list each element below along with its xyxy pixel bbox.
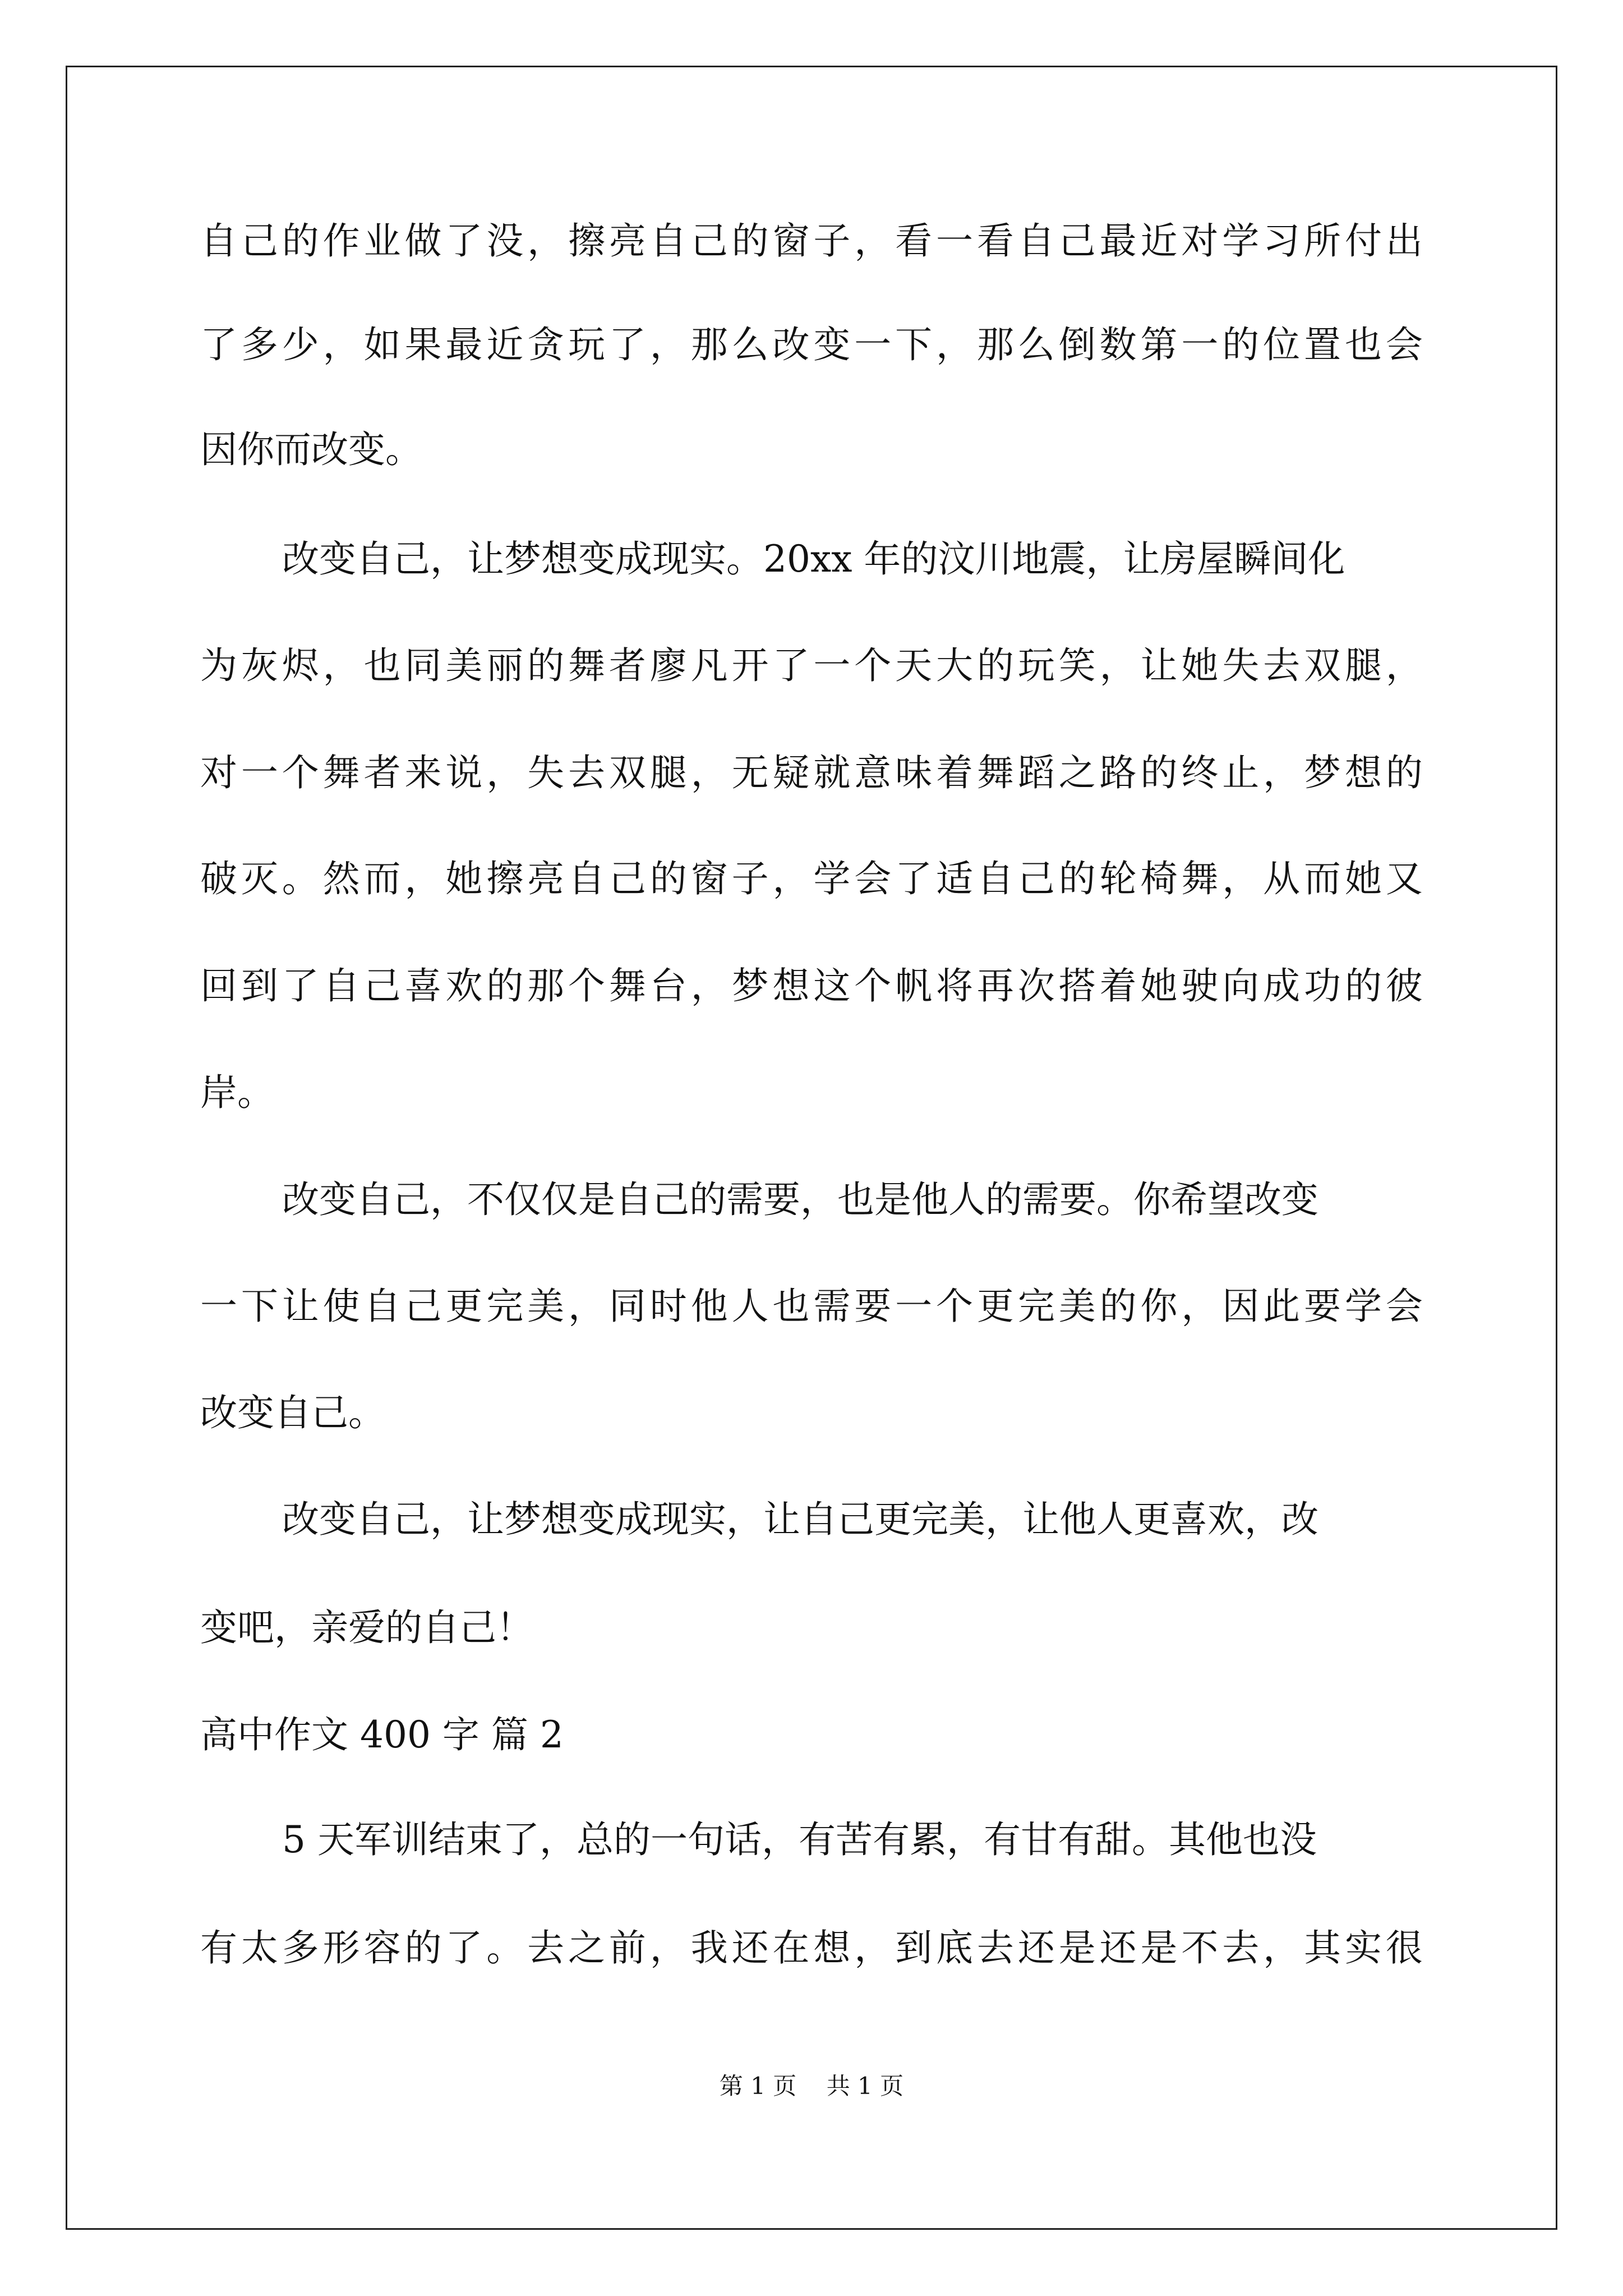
char: 让 — [282, 1285, 319, 1328]
char: 腿 — [649, 751, 687, 794]
char: 个 — [936, 1285, 974, 1328]
char: 己 — [1017, 857, 1055, 900]
char: 子 — [731, 857, 769, 900]
char: 台 — [649, 964, 687, 1007]
char: 一 — [895, 1285, 933, 1328]
char: 倒 — [1058, 323, 1096, 366]
char: 有 — [200, 1926, 237, 1970]
char: 自 — [322, 964, 360, 1007]
char: 成 — [1263, 964, 1301, 1007]
char: 做 — [404, 219, 442, 263]
char: 底 — [936, 1926, 974, 1970]
char: 回 — [200, 964, 237, 1007]
char: 自 — [976, 857, 1014, 900]
char: 更 — [976, 1285, 1014, 1328]
char: 少 — [282, 323, 319, 366]
char: 让 — [1140, 644, 1178, 687]
char: 会 — [854, 857, 892, 900]
char: 凡 — [690, 644, 728, 687]
char: 一 — [813, 644, 851, 687]
line-text: 改变自己，不仅仅是自己的需要，也是他人的需要。你希望改变 — [282, 1178, 1318, 1221]
char: 你 — [1140, 1285, 1178, 1328]
char: 她 — [1181, 644, 1219, 687]
char: 了 — [282, 964, 319, 1007]
char: 贪 — [527, 323, 565, 366]
char: 己 — [404, 1285, 442, 1328]
paragraph-line — [282, 537, 1345, 582]
char: 学 — [813, 857, 851, 900]
char: 一 — [936, 219, 974, 263]
char: 么 — [1017, 323, 1055, 366]
char: ， — [527, 219, 565, 263]
char: 灭 — [241, 857, 278, 900]
char: 玩 — [568, 323, 606, 366]
char: 丽 — [486, 644, 524, 687]
char: ， — [1263, 1926, 1301, 1970]
char: 前 — [608, 1926, 646, 1970]
char: 形 — [322, 1926, 360, 1970]
char: 的 — [731, 219, 769, 263]
char: ， — [854, 219, 892, 263]
char: 窗 — [772, 219, 810, 263]
page-border — [66, 66, 1557, 2230]
char: 功 — [1304, 964, 1341, 1007]
char: 此 — [1263, 1285, 1301, 1328]
char: 驶 — [1181, 964, 1219, 1007]
page-footer: 第 1 页 共 1 页 — [719, 2072, 904, 2100]
char: 着 — [936, 751, 974, 794]
char: 是 — [1140, 1926, 1178, 1970]
char: ， — [854, 1926, 892, 1970]
char: 下 — [895, 323, 933, 366]
char: 自 — [1017, 219, 1055, 263]
char: 蹈 — [1017, 751, 1055, 794]
char: 己 — [241, 219, 278, 263]
char: 使 — [322, 1285, 360, 1328]
char: 舞 — [322, 751, 360, 794]
char: 路 — [1099, 751, 1137, 794]
char: ， — [1263, 751, 1301, 794]
char: 味 — [895, 751, 933, 794]
char: 她 — [1140, 964, 1178, 1007]
char: 还 — [731, 1926, 769, 1970]
char: 还 — [1017, 1926, 1055, 1970]
char: 不 — [1181, 1926, 1219, 1970]
char: ， — [690, 751, 728, 794]
char: 一 — [200, 1285, 237, 1328]
char: 的 — [1344, 964, 1382, 1007]
char: 个 — [854, 644, 892, 687]
char: 而 — [1304, 857, 1341, 900]
char: 多 — [282, 1926, 319, 1970]
heading-text: 高中作文 400 字 篇 2 — [200, 1713, 564, 1756]
char: 也 — [772, 1285, 810, 1328]
char: 的 — [1385, 751, 1423, 794]
char: 失 — [1222, 644, 1260, 687]
char: 的 — [976, 644, 1014, 687]
char: 次 — [1017, 964, 1055, 1007]
char: 个 — [282, 751, 319, 794]
char: 止 — [1222, 751, 1260, 794]
char: 喜 — [404, 964, 442, 1007]
char: 出 — [1385, 219, 1423, 263]
char: 笑 — [1058, 644, 1096, 687]
char: 还 — [1099, 1926, 1137, 1970]
char: 之 — [1058, 751, 1096, 794]
char: 的 — [649, 857, 687, 900]
char: 个 — [568, 964, 606, 1007]
line-text: 岸。 — [200, 1071, 274, 1114]
char: 最 — [445, 323, 483, 366]
char: 烬 — [282, 644, 319, 687]
char: 那 — [976, 323, 1014, 366]
char: 椅 — [1140, 857, 1178, 900]
char: 帆 — [895, 964, 933, 1007]
char: ， — [404, 857, 442, 900]
char: 是 — [1058, 1926, 1096, 1970]
char: 轮 — [1099, 857, 1137, 900]
char: 多 — [241, 323, 278, 366]
char: 没 — [486, 219, 524, 263]
char: 她 — [445, 857, 483, 900]
char: 擦 — [486, 857, 524, 900]
char: 近 — [1140, 219, 1178, 263]
paragraph-line — [200, 1070, 274, 1115]
char: 需 — [813, 1285, 851, 1328]
char: 习 — [1263, 219, 1301, 263]
char: 完 — [486, 1285, 524, 1328]
char: 个 — [854, 964, 892, 1007]
paragraph-line — [200, 1605, 533, 1650]
char: ， — [772, 857, 810, 900]
char: ， — [1385, 644, 1423, 687]
char: 变 — [813, 323, 851, 366]
char: 到 — [241, 964, 278, 1007]
char: 无 — [731, 751, 769, 794]
char: 对 — [1181, 219, 1219, 263]
char: 欢 — [445, 964, 483, 1007]
char: 到 — [895, 1926, 933, 1970]
char: 同 — [404, 644, 442, 687]
char: 。 — [486, 1926, 524, 1970]
char: 对 — [200, 751, 237, 794]
char: 位 — [1263, 323, 1301, 366]
char: 者 — [363, 751, 401, 794]
char: 的 — [282, 219, 319, 263]
paragraph-line — [282, 1818, 1317, 1862]
char: 了 — [445, 219, 483, 263]
char: 的 — [1222, 323, 1260, 366]
line-text: 5 天军训结束了，总的一句话，有苦有累，有甘有甜。其他也没 — [282, 1818, 1317, 1861]
char: ， — [486, 751, 524, 794]
char: 己 — [690, 219, 728, 263]
char: 在 — [772, 1926, 810, 1970]
char: 了 — [895, 857, 933, 900]
paragraph-line — [200, 323, 1423, 367]
char: 美 — [445, 644, 483, 687]
char: 一 — [854, 323, 892, 366]
char: 己 — [363, 964, 401, 1007]
char: 看 — [895, 219, 933, 263]
char: 也 — [1344, 323, 1382, 366]
char: 舞 — [568, 644, 606, 687]
char: 所 — [1304, 219, 1341, 263]
char: 人 — [731, 1285, 769, 1328]
char: 再 — [976, 964, 1014, 1007]
char: 疑 — [772, 751, 810, 794]
char: 大 — [936, 644, 974, 687]
char: ， — [936, 323, 974, 366]
char: 了 — [608, 323, 646, 366]
char: 的 — [1099, 1285, 1137, 1328]
char: 这 — [813, 964, 851, 1007]
char: 近 — [486, 323, 524, 366]
char: 看 — [976, 219, 1014, 263]
char: 舞 — [976, 751, 1014, 794]
char: 那 — [527, 964, 565, 1007]
char: 了 — [445, 1926, 483, 1970]
char: ， — [322, 323, 360, 366]
char: 数 — [1099, 323, 1137, 366]
char: 么 — [731, 323, 769, 366]
paragraph-line — [282, 1177, 1318, 1222]
char: 就 — [813, 751, 851, 794]
char: 一 — [1181, 323, 1219, 366]
section-heading — [200, 1713, 564, 1757]
char: 的 — [1140, 751, 1178, 794]
char: 想 — [813, 1926, 851, 1970]
char: 学 — [1222, 219, 1260, 263]
char: 去 — [1222, 1926, 1260, 1970]
char: 来 — [404, 751, 442, 794]
char: 要 — [854, 1285, 892, 1328]
char: 美 — [527, 1285, 565, 1328]
paragraph-line — [200, 964, 1423, 1009]
char: 一 — [241, 751, 278, 794]
line-text: 变吧，亲爱的自己！ — [200, 1606, 533, 1649]
char: ， — [1099, 644, 1137, 687]
char: 着 — [1099, 964, 1137, 1007]
char: 同 — [608, 1285, 646, 1328]
char: 自 — [568, 857, 606, 900]
char: 之 — [568, 1926, 606, 1970]
paragraph-line — [200, 219, 1423, 264]
char: 第 — [1140, 323, 1178, 366]
char: 梦 — [1304, 751, 1341, 794]
char: 窗 — [690, 857, 728, 900]
char: 搭 — [1058, 964, 1096, 1007]
char: ， — [322, 644, 360, 687]
char: ， — [690, 964, 728, 1007]
char: 己 — [608, 857, 646, 900]
char: 果 — [404, 323, 442, 366]
char: 自 — [363, 1285, 401, 1328]
char: 因 — [1222, 1285, 1260, 1328]
char: 要 — [1304, 1285, 1341, 1328]
char: ， — [1181, 1285, 1219, 1328]
char: 玩 — [1017, 644, 1055, 687]
char: 舞 — [1181, 857, 1219, 900]
char: 廖 — [649, 644, 687, 687]
char: 如 — [363, 323, 401, 366]
char: 己 — [1058, 219, 1096, 263]
char: 那 — [690, 323, 728, 366]
char: 实 — [1344, 1926, 1382, 1970]
char: 舞 — [608, 964, 646, 1007]
char: 了 — [200, 323, 237, 366]
char: 美 — [1058, 1285, 1096, 1328]
char: ， — [568, 1285, 606, 1328]
char: 腿 — [1344, 644, 1382, 687]
line-text: 改变自己，让梦想变成现实，让自己更完美，让他人更喜欢，改 — [282, 1498, 1318, 1541]
char: 去 — [1263, 644, 1301, 687]
char: 的 — [486, 964, 524, 1007]
char: 学 — [1344, 1285, 1382, 1328]
char: 双 — [1304, 644, 1341, 687]
paragraph-line — [200, 1391, 385, 1435]
char: 将 — [936, 964, 974, 1007]
char: 适 — [936, 857, 974, 900]
char: 而 — [363, 857, 401, 900]
char: ， — [649, 1926, 687, 1970]
char: 她 — [1344, 857, 1382, 900]
char: 也 — [363, 644, 401, 687]
char: 他 — [690, 1285, 728, 1328]
char: 者 — [608, 644, 646, 687]
char: 为 — [200, 644, 237, 687]
char: 作 — [322, 219, 360, 263]
char: 自 — [649, 219, 687, 263]
paragraph-line — [200, 427, 422, 472]
char: ， — [649, 323, 687, 366]
char: 破 — [200, 857, 237, 900]
char: 亮 — [527, 857, 565, 900]
char: 从 — [1263, 857, 1301, 900]
char: 说 — [445, 751, 483, 794]
char: 擦 — [568, 219, 606, 263]
char: 会 — [1385, 1285, 1423, 1328]
char: 时 — [649, 1285, 687, 1328]
char: 了 — [772, 644, 810, 687]
char: 失 — [527, 751, 565, 794]
paragraph-line — [200, 751, 1423, 795]
char: 容 — [363, 1926, 401, 1970]
paragraph-line — [200, 643, 1423, 688]
char: 下 — [241, 1285, 278, 1328]
paragraph-line — [200, 1284, 1423, 1329]
char: 想 — [772, 964, 810, 1007]
char: 然 — [322, 857, 360, 900]
char: 亮 — [608, 219, 646, 263]
char: 付 — [1344, 219, 1382, 263]
paragraph-line — [200, 1926, 1423, 1971]
char: 最 — [1099, 219, 1137, 263]
char: 双 — [608, 751, 646, 794]
char: 彼 — [1385, 964, 1423, 1007]
char: 业 — [363, 219, 401, 263]
char: 太 — [241, 1926, 278, 1970]
char: 改 — [772, 323, 810, 366]
char: 天 — [895, 644, 933, 687]
line-text: 改变自己，让梦想变成现实。20xx 年的汶川地震，让房屋瞬间化 — [282, 537, 1345, 581]
char: 很 — [1385, 1926, 1423, 1970]
char: 其 — [1304, 1926, 1341, 1970]
char: 的 — [404, 1926, 442, 1970]
line-text: 改变自己。 — [200, 1391, 385, 1434]
char: 会 — [1385, 323, 1423, 366]
char: 我 — [690, 1926, 728, 1970]
char: 想 — [1344, 751, 1382, 794]
paragraph-line — [282, 1497, 1318, 1542]
char: 去 — [527, 1926, 565, 1970]
char: 的 — [527, 644, 565, 687]
char: 置 — [1304, 323, 1341, 366]
paragraph-line — [200, 857, 1423, 901]
char: 向 — [1222, 964, 1260, 1007]
char: 终 — [1181, 751, 1219, 794]
char: 开 — [731, 644, 769, 687]
line-text: 因你而改变。 — [200, 428, 422, 471]
char: 更 — [445, 1285, 483, 1328]
char: 梦 — [731, 964, 769, 1007]
char: 意 — [854, 751, 892, 794]
char: 子 — [813, 219, 851, 263]
char: ， — [1222, 857, 1260, 900]
char: 的 — [1058, 857, 1096, 900]
char: 灰 — [241, 644, 278, 687]
char: 自 — [200, 219, 237, 263]
char: 完 — [1017, 1285, 1055, 1328]
char: 去 — [976, 1926, 1014, 1970]
char: 去 — [568, 751, 606, 794]
char: 又 — [1385, 857, 1423, 900]
char: 。 — [282, 857, 319, 900]
